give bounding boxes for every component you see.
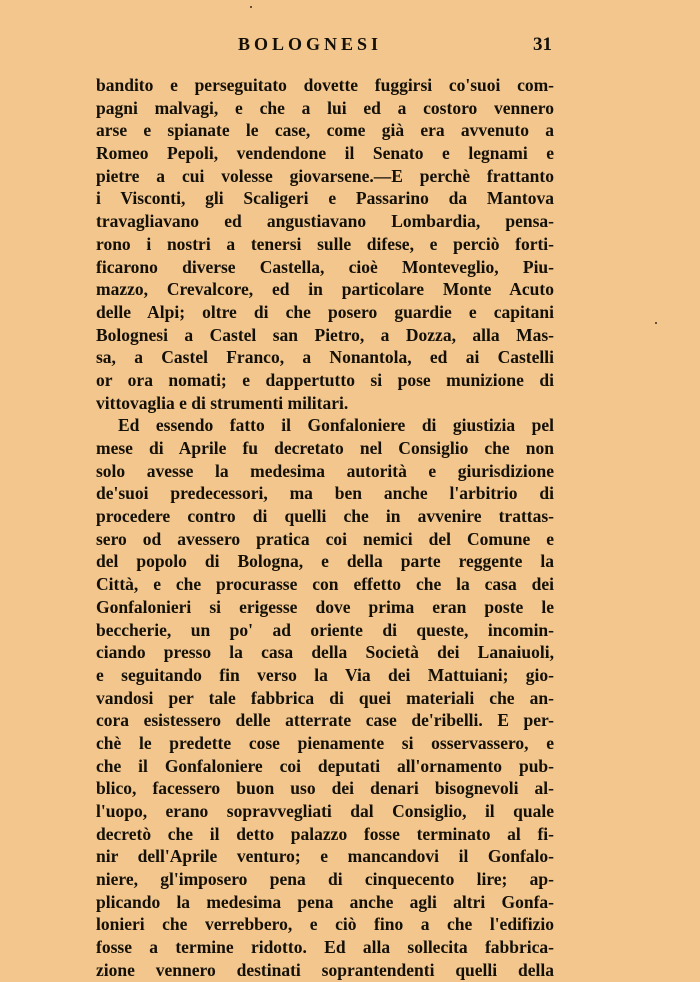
running-head bbox=[96, 34, 552, 62]
text-line: mese di Aprile fu decretato nel Consiglio che non bbox=[96, 438, 554, 458]
text-line: or ora nomati; e dappertutto si pose munizione di bbox=[96, 369, 554, 390]
text-line: Città, e che procurasse con effetto che la casa dei bbox=[96, 574, 554, 595]
text-line: nir dell'Aprile venturo; e mancandovi il Gonfalo- bbox=[96, 846, 554, 867]
text-line: bandito e perseguitato dovette fuggirsi co'suoi com- bbox=[96, 75, 554, 95]
text-line: che il Gonfaloniere coi deputati all'ornamento pub- bbox=[96, 755, 554, 776]
text-line: vandosi per tale fabbrica di quei materiali che an- bbox=[96, 687, 554, 708]
text-line: rono i nostri a tenersi sulle difese, e perciò forti- bbox=[96, 233, 554, 254]
body-text bbox=[96, 74, 554, 982]
text-line: sa, a Castel Franco, a Nonantola, ed ai Castelli bbox=[96, 347, 554, 368]
text-line: Gonfalonieri si erigesse dove prima eran poste le bbox=[96, 596, 554, 617]
text-line: Bolognesi a Castel san Pietro, a Dozza, alla Mas- bbox=[96, 324, 554, 345]
text-line: beccherie, un po' ad oriente di queste, incomin- bbox=[96, 619, 554, 640]
text-line: lonieri che verrebbero, e ciò fino a che l'edifizio bbox=[96, 914, 554, 935]
text-line: blico, facessero buon uso dei denari bisognevoli al- bbox=[96, 778, 554, 799]
text-line: l'uopo, erano sopravvegliati dal Consiglio, il quale bbox=[96, 801, 554, 821]
text-line: Romeo Pepoli, vendendone il Senato e legnami e bbox=[96, 143, 554, 164]
text-line: vittovaglia e di strumenti militari. bbox=[96, 392, 349, 413]
text-line: cora esistessero delle atterrate case de'ribelli. E per- bbox=[96, 710, 554, 731]
text-line: ficarono diverse Castella, cioè Monteveglio, Piu- bbox=[96, 256, 554, 277]
text-line: sero od avessero pratica coi nemici del Comune e bbox=[96, 528, 554, 549]
text-line: del popolo di Bologna, e della parte reggente la bbox=[96, 551, 554, 572]
text-line: i Visconti, gli Scaligeri e Passarino da Mantova bbox=[96, 188, 554, 209]
text-line: decretò che il detto palazzo fosse terminato al fi- bbox=[96, 823, 554, 844]
text-line: travagliavano ed angustiavano Lombardia, pensa- bbox=[96, 211, 554, 232]
paper-speck bbox=[655, 322, 657, 324]
text-line: niere, gl'imposero pena di cinquecento lire; ap- bbox=[96, 869, 554, 890]
text-line: ciando presso la casa della Società dei Lanaiuoli, bbox=[96, 642, 554, 663]
text-line: procedere contro di quelli che in avvenire trattas- bbox=[96, 506, 554, 527]
text-line: e seguitando fin verso la Via dei Mattuiani; gio- bbox=[96, 664, 554, 685]
text-line: zione vennero destinati soprantendenti quelli della bbox=[96, 959, 554, 980]
text-line: arse e spianate le case, come già era avvenuto a bbox=[96, 120, 554, 141]
text-line: solo avesse la medesima autorità e giurisdizione bbox=[96, 460, 554, 481]
text-line: mazzo, Crevalcore, ed in particolare Monte Acuto bbox=[96, 279, 554, 300]
paper-speck bbox=[250, 6, 252, 8]
text-line: pagni malvagi, e che a lui ed a costoro vennero bbox=[96, 97, 554, 118]
text-line: delle Alpi; oltre di che posero guardie e capitani bbox=[96, 301, 554, 322]
text-line: pietre a cui volesse giovarsene.—E perchè frattanto bbox=[96, 165, 554, 186]
text-line: chè le predette cose pienamente si osservassero, e bbox=[96, 732, 554, 753]
running-title: BOLOGNESI bbox=[238, 34, 383, 54]
text-line: fosse a termine ridotto. Ed alla sollecita fabbrica- bbox=[96, 937, 554, 958]
text-line: plicando la medesima pena anche agli altri Gonfa- bbox=[96, 891, 554, 912]
paragraph-first-line: Ed essendo fatto il Gonfaloniere di giustizia pel bbox=[118, 415, 554, 436]
page-number: 31 bbox=[533, 34, 552, 55]
text-line: de'suoi predecessori, ma ben anche l'arbitrio di bbox=[96, 483, 554, 504]
